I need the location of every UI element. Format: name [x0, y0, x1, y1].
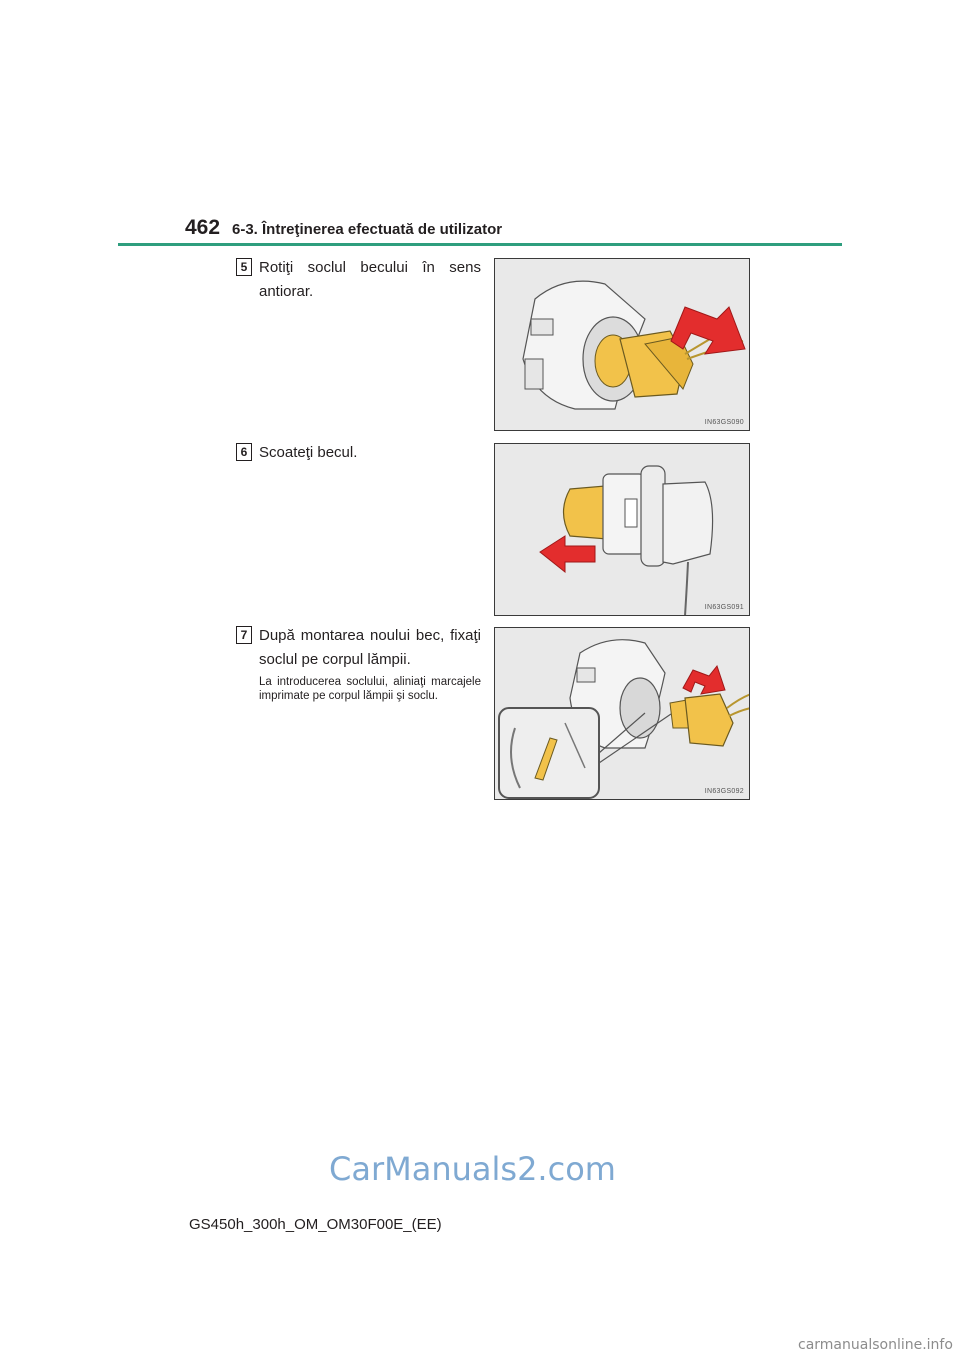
section-title: 6-3. Întreţinerea efectuată de utilizator [232, 221, 503, 238]
figure-code: IN63GS092 [704, 788, 744, 795]
rotate-socket-illustration [495, 259, 750, 431]
watermark-text: CarManuals2.com [329, 1150, 616, 1188]
step-6-text: Scoateţi becul. [259, 444, 358, 461]
figure-install-socket [494, 627, 750, 800]
figure-code: IN63GS091 [704, 604, 744, 611]
page-number: 462 [185, 216, 221, 239]
figure-code: IN63GS090 [704, 419, 744, 426]
footer-site-watermark: carmanualsonline.info [798, 1337, 953, 1353]
step-7-note: La introducerea soclului, aliniaţi marcajele imprimate pe corpul lămpii şi soclu. [259, 676, 481, 702]
step-5-text: Rotiţi soclul becului în sens antiorar. [259, 259, 481, 300]
step-5-badge: 5 [236, 258, 252, 276]
figure-rotate-socket [494, 258, 750, 431]
figure-remove-bulb [494, 443, 750, 616]
step-7-badge: 7 [236, 626, 252, 644]
step-7-text: După montarea noului bec, fixaţi soclul pe corpul lămpii. [259, 627, 481, 668]
header-rule [118, 243, 842, 246]
step-6-badge: 6 [236, 443, 252, 461]
footer-model-code: GS450h_300h_OM_OM30F00E_(EE) [189, 1216, 442, 1233]
install-socket-illustration [495, 628, 750, 800]
remove-bulb-illustration [495, 444, 750, 616]
